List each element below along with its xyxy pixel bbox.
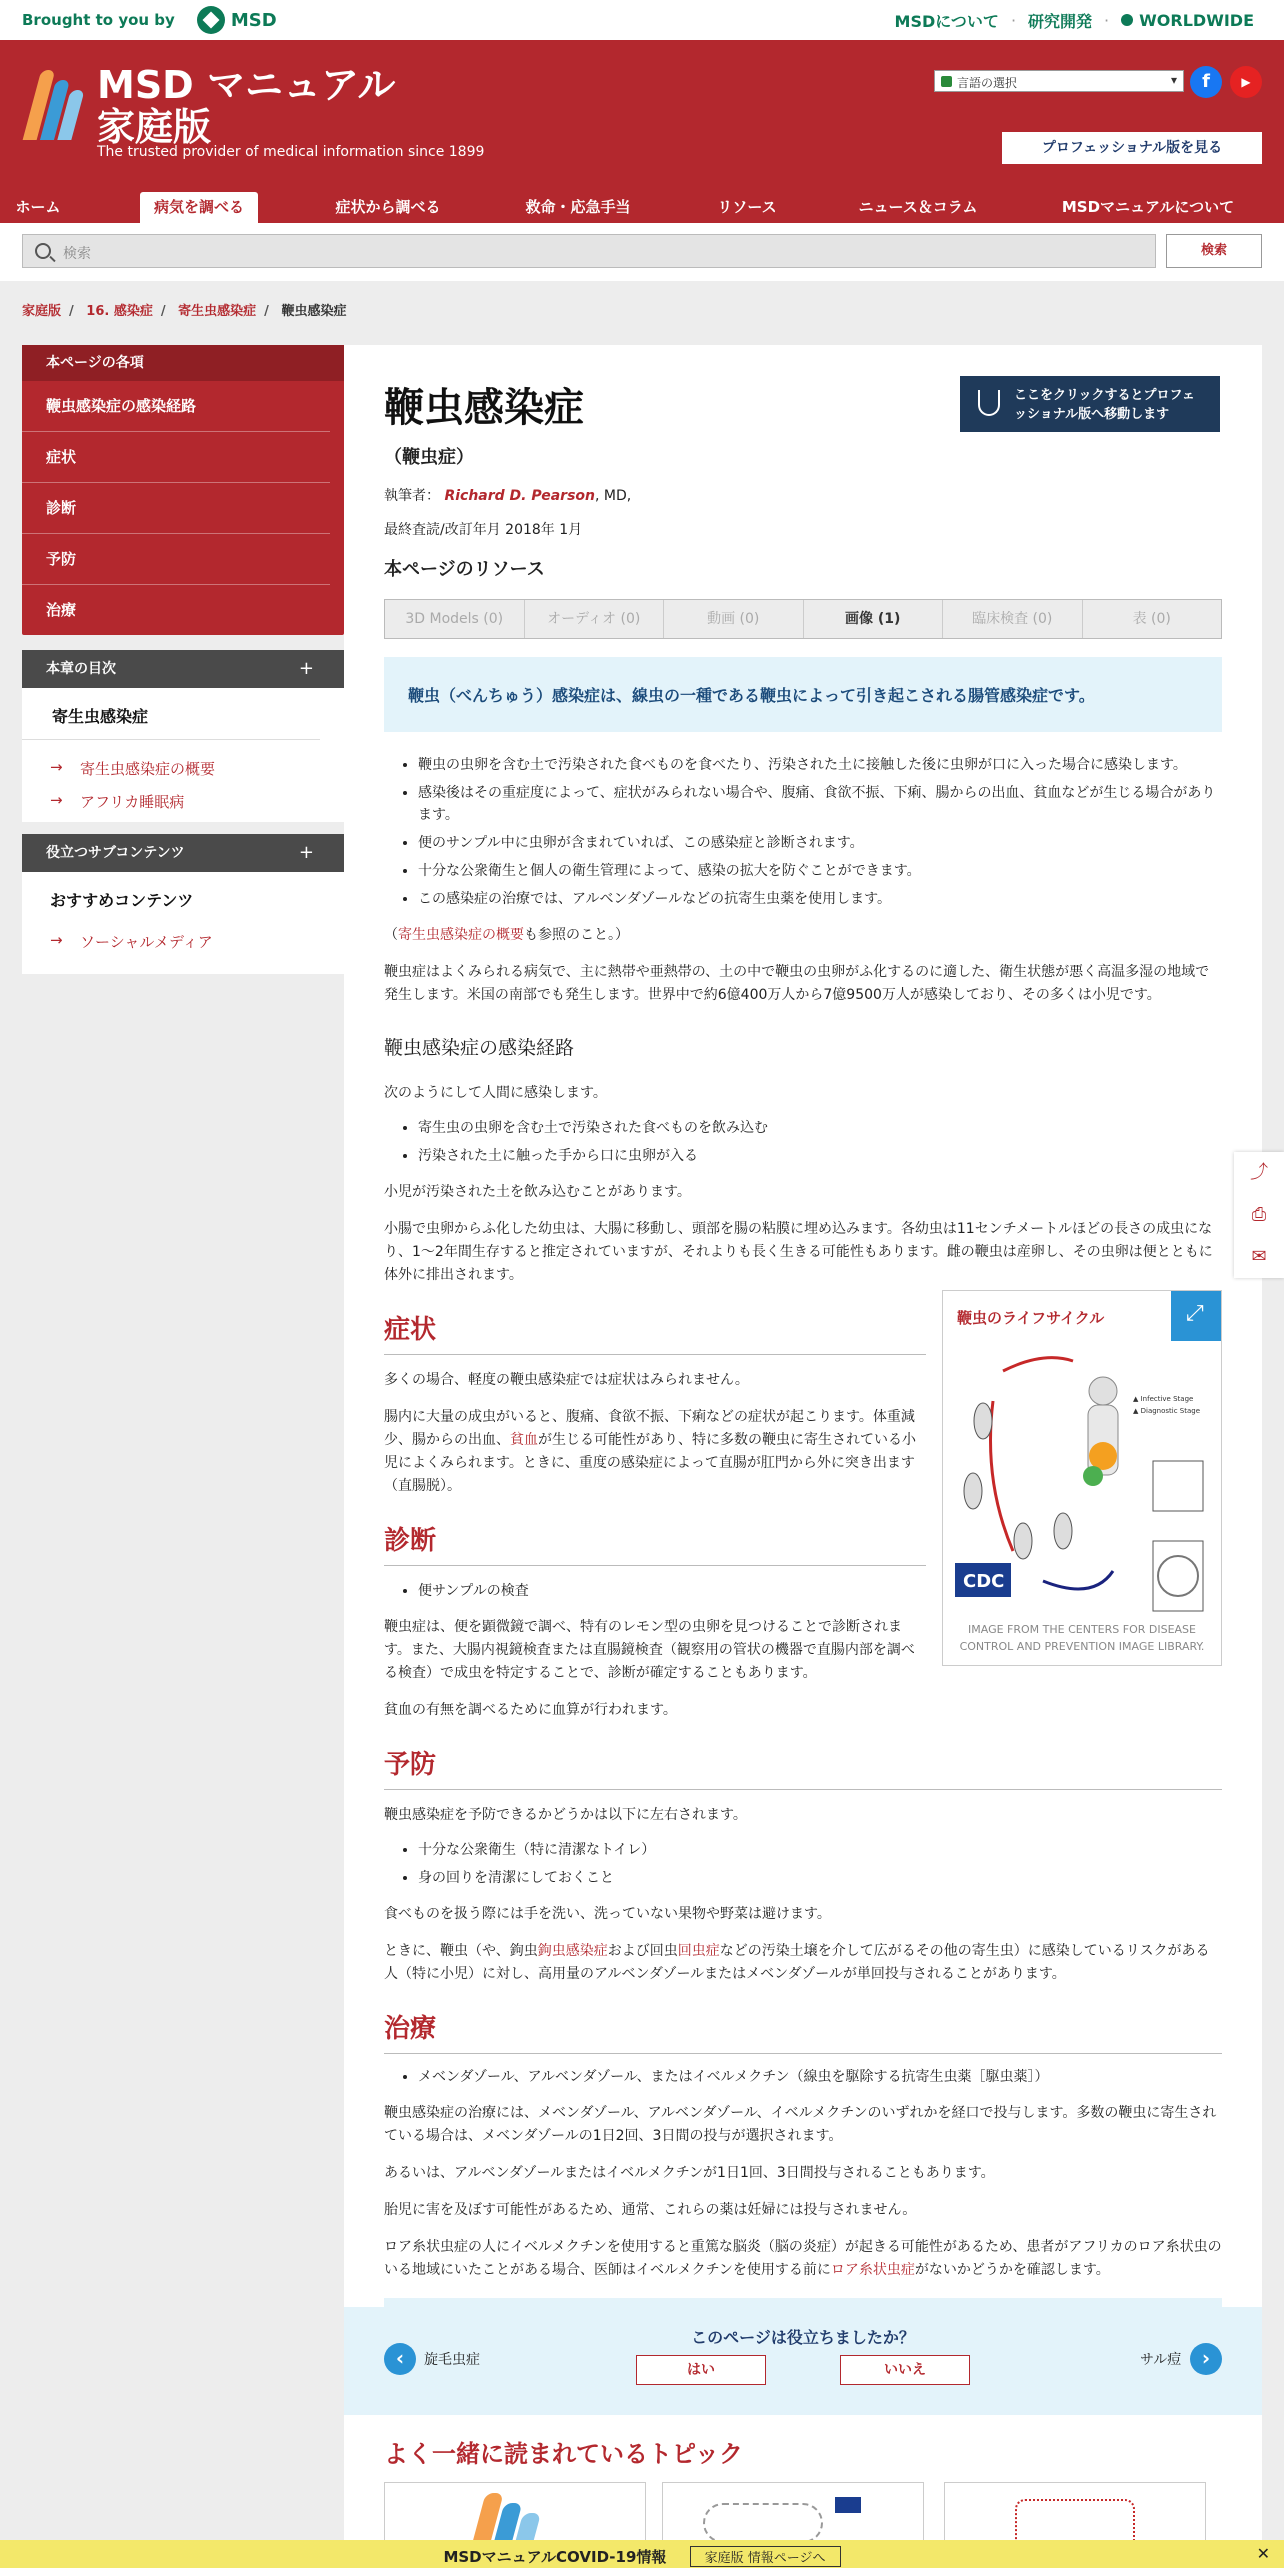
- symptoms-paragraph-1: 多くの場合、軽度の鞭虫感染症では症状はみられません。: [384, 1372, 749, 1388]
- nav-resources[interactable]: リソース: [717, 198, 777, 216]
- ascariasis-link[interactable]: 回虫症: [677, 1943, 720, 1959]
- subcontent-title: おすすめコンテンツ: [50, 891, 194, 910]
- nav-news[interactable]: ニュース＆コラム: [858, 198, 978, 216]
- worldwide-link[interactable]: WORLDWIDE: [1121, 11, 1254, 30]
- covid-info-button[interactable]: 家庭版 情報ページへ: [690, 2546, 841, 2567]
- list-item: • 寄生虫の虫卵を含む土で汚染された食べものを飲み込む: [418, 1117, 1222, 1139]
- top-links: MSDについて · 研究開発 · WORLDWIDE: [894, 10, 1254, 31]
- nav-first-aid[interactable]: 救命・応急手当: [525, 198, 631, 216]
- list-item: • 汚染された土に触った手から口に虫卵が入る: [418, 1145, 1222, 1167]
- chapter-toc-panel: [22, 650, 344, 822]
- sidebar-item-route[interactable]: 鞭虫感染症の感染経路: [22, 381, 330, 432]
- share-icon[interactable]: ⤴: [1250, 1162, 1268, 1183]
- nav-about-manual[interactable]: MSDマニュアルについて: [1061, 198, 1235, 216]
- related-topics-heading: よく一緒に読まれているトピック: [384, 2440, 744, 2468]
- tab-images[interactable]: 画像 (1): [804, 600, 944, 638]
- language-select[interactable]: 言語の選択 ▾: [934, 70, 1184, 92]
- sidebar-item-symptoms[interactable]: 症状: [22, 432, 330, 483]
- search-icon: [35, 243, 51, 259]
- treatment-paragraph-1: 鞭虫感染症の治療には、メベンダゾール、アルベンダゾール、イベルメクチンのいずれかを経口で投与します。多数の鞭虫に寄生されている場合は、メベンダゾールの1日2回、3日間の投与が選択されます。: [384, 2105, 1217, 2144]
- prevention-intro: 鞭虫感染症を予防できるかどうかは以下に左右されます。: [384, 1807, 747, 1823]
- feedback-no-button[interactable]: いいえ: [840, 2355, 970, 2385]
- site-tagline: The trusted provider of medical information since 1899: [97, 144, 485, 160]
- summary-box: 鞭虫（べんちゅう）感染症は、線虫の一種である鞭虫によって引き起こされる腸管感染症です。: [384, 657, 1222, 732]
- sidebar-item-diagnosis[interactable]: 診断: [22, 483, 330, 534]
- sidebar-item-treatment[interactable]: 治療: [46, 601, 77, 619]
- search-input[interactable]: 検索: [22, 234, 1156, 268]
- professional-version-button[interactable]: プロフェッショナル版を見る: [1002, 132, 1262, 164]
- breadcrumb-current: 鞭虫感染症: [281, 304, 347, 319]
- svg-text:▲ Infective Stage: ▲ Infective Stage: [1133, 1395, 1194, 1403]
- about-msd-link[interactable]: MSDについて: [894, 11, 999, 31]
- manual-logo-icon[interactable]: [24, 68, 90, 140]
- search-button[interactable]: 検索: [1166, 234, 1262, 268]
- tab-video[interactable]: 動画 (0): [664, 600, 804, 638]
- next-topic-link[interactable]: サル痘: [1140, 2352, 1182, 2368]
- feedback-question: このページは役立ちましたか？: [691, 2328, 915, 2347]
- page-sections-panel: [22, 345, 344, 635]
- author-line: 執筆者： Richard D. Pearson, MD,: [384, 488, 632, 504]
- breadcrumb-home[interactable]: 家庭版: [22, 304, 62, 319]
- breadcrumb: 家庭版 / 16. 感染症 / 寄生虫感染症 / 鞭虫感染症: [22, 304, 347, 319]
- site-name[interactable]: MSD マニュアル 家庭版: [97, 63, 396, 149]
- nav-symptoms[interactable]: 症状から調べる: [335, 198, 441, 216]
- covid-banner-text: MSDマニュアルCOVID-19情報: [443, 2548, 667, 2566]
- page-title: 鞭虫感染症: [384, 385, 584, 431]
- list-item: • メベンダゾール、アルベンダゾール、またはイベルメクチン（線虫を駆除する抗寄生虫薬［駆虫薬］）: [418, 2066, 1222, 2088]
- youtube-icon[interactable]: ▶: [1230, 66, 1262, 98]
- see-also: （寄生虫感染症の概要も参照のこと。）: [384, 927, 629, 943]
- route-intro: 次のようにして人間に感染します。: [384, 1085, 607, 1101]
- treatment-paragraph-2: あるいは、アルベンダゾールまたはイベルメクチンが1日1回、3日間投与されることもあります。: [384, 2165, 995, 2181]
- expand-icon[interactable]: [1171, 1291, 1221, 1341]
- treatment-heading: 治療: [384, 2008, 1222, 2054]
- breadcrumb-chapter[interactable]: 16. 感染症: [86, 304, 153, 319]
- figure-title: 鞭虫のライフサイクル: [957, 1309, 1105, 1327]
- subcontent-panel: [22, 834, 344, 974]
- brought-by-text: Brought to you by: [22, 11, 175, 29]
- author-link[interactable]: Richard D. Pearson: [444, 488, 596, 504]
- key-points-list: [418, 754, 1222, 910]
- close-icon[interactable]: ✕: [1256, 2544, 1270, 2563]
- chapter-toc-header[interactable]: 本章の目次 +: [22, 650, 344, 688]
- hookworm-link[interactable]: 鉤虫感染症: [537, 1943, 608, 1959]
- route-list: [418, 1117, 1222, 1167]
- anemia-link[interactable]: 貧血: [510, 1432, 538, 1448]
- list-item: • 十分な公衆衛生と個人の衛生管理によって、感染の拡大を防ぐことができます。: [418, 860, 1222, 882]
- diagnosis-heading: 診断: [384, 1520, 926, 1566]
- lifecycle-diagram: [943, 1341, 1221, 1621]
- list-item: • 鞭虫の虫卵を含む土で汚染された食べものを食べたり、汚染された土に接触した後に虫卵が口に入った場合に感染します。: [418, 754, 1222, 776]
- tab-lab-tests[interactable]: 臨床検査 (0): [943, 600, 1083, 638]
- toc-link-sleeping-sickness[interactable]: → アフリカ睡眠病: [22, 783, 344, 816]
- msd-logo[interactable]: MSD: [197, 6, 277, 34]
- page-sections-header: 本ページの各項: [22, 345, 344, 381]
- treatment-list: [418, 2066, 1222, 2088]
- breadcrumb-section[interactable]: 寄生虫感染症: [178, 304, 257, 319]
- treatment-paragraph-3: 胎児に害を及ぼす可能性があるため、通常、これらの薬は妊婦には投与されません。: [384, 2202, 917, 2218]
- research-link[interactable]: 研究開発: [1028, 11, 1093, 31]
- prevention-paragraph-2: ときに、鞭虫（や、鉤虫鉤虫感染症および回虫回虫症などの汚染土壌を介して広がるその他の寄生虫）に感染しているリスクがある人（特に小児）に対し、高用量のアルベンダゾールまたはメベンダゾールが単回投与されることがあります。: [384, 1943, 1210, 1982]
- globe-icon: [1121, 14, 1133, 26]
- route-heading: 鞭虫感染症の感染経路: [384, 1037, 575, 1059]
- see-also-link[interactable]: 寄生虫感染症の概要: [398, 927, 524, 943]
- diagnosis-list: [418, 1580, 926, 1602]
- route-paragraph-1: 小児が汚染された土を飲み込むことがあります。: [384, 1184, 691, 1200]
- symptoms-heading: 症状: [384, 1309, 926, 1355]
- review-date: 最終査読/改訂年月 2018年 1月: [384, 522, 583, 538]
- symptoms-paragraph-2: 腸内に大量の成虫がいると、腹痛、食欲不振、下痢などの症状が起こります。体重減少、腸からの出血、貧血が生じる可能性があり、特に多数の鞭虫に寄生されている小児によくみられます。ときに、重度の感染症によって直腸が肛門から外に突き出ます（直腸脱）。: [384, 1409, 916, 1494]
- top-bar: [0, 0, 1284, 40]
- msd-logo-icon: [197, 6, 225, 34]
- resource-tabs: [384, 599, 1222, 639]
- print-icon[interactable]: ⎙: [1251, 1204, 1267, 1225]
- email-icon[interactable]: ✉: [1251, 1246, 1267, 1267]
- feedback-yes-button[interactable]: はい: [636, 2355, 766, 2385]
- feedback-section: [344, 2307, 1262, 2415]
- prevention-list: [418, 1839, 1222, 1889]
- tab-3d-models[interactable]: 3D Models (0): [385, 600, 525, 638]
- cdc-logo: CDC: [963, 1571, 1005, 1592]
- page-subtitle: （鞭虫症）: [384, 447, 474, 468]
- list-item: • 便サンプルの検査: [418, 1580, 926, 1602]
- list-item: • 便のサンプル中に虫卵が含まれていれば、この感染症と診断されます。: [418, 832, 1222, 854]
- chapter-toc-title[interactable]: 寄生虫感染症: [22, 688, 320, 740]
- share-bar: [1234, 1152, 1284, 1278]
- tab-audio[interactable]: オーディオ (0): [525, 600, 665, 638]
- next-topic-arrow-icon[interactable]: ›: [1190, 2343, 1222, 2375]
- social-media-link[interactable]: → ソーシャルメディア: [22, 923, 344, 956]
- list-item: • 十分な公衆衛生（特に清潔なトイレ）: [418, 1839, 1222, 1861]
- prevention-heading: 予防: [384, 1744, 1222, 1790]
- list-item: • 感染後はその重症度によって、症状がみられない場合や、腹痛、食欲不振、下痢、腸からの出血、貧血などが生じる場合があります。: [418, 782, 1222, 826]
- toc-link-overview[interactable]: → 寄生虫感染症の概要: [22, 750, 344, 783]
- search-row: [0, 223, 1284, 281]
- professional-version-link-top[interactable]: ここをクリックするとプロフェッショナル版へ移動します: [960, 376, 1220, 432]
- prevention-paragraph-1: 食べものを扱う際には手を洗い、洗っていない果物や野菜は避けます。: [384, 1906, 831, 1922]
- diagnosis-paragraph-2: 貧血の有無を調べるために血算が行われます。: [384, 1702, 677, 1718]
- treatment-paragraph-4: ロア糸状虫症の人にイベルメクチンを使用すると重篤な脳炎（脳の炎症）が起きる可能性があるため、患者がアフリカのロア糸状虫のいる地域にいたことがある場合、医師はイベルメクチンを使用する前にロア糸状虫症がないかどうかを確認します。: [384, 2239, 1222, 2278]
- sidebar-item-prevention[interactable]: 予防: [22, 534, 330, 585]
- nav-home[interactable]: ホーム: [15, 198, 61, 216]
- facebook-icon[interactable]: f: [1190, 66, 1222, 98]
- intro-paragraph: 鞭虫症はよくみられる病気で、主に熱帯や亜熱帯の、土の中で鞭虫の虫卵がふ化するのに適した、衛生状態が悪く高温多湿の地域で発生します。米国の南部でも発生します。世界中で約6億400万人から7億9500万人が感染しており、その多くは小児です。: [384, 964, 1210, 1003]
- covid-banner: [0, 2540, 1284, 2568]
- svg-text:▲ Diagnostic Stage: ▲ Diagnostic Stage: [1133, 1407, 1201, 1415]
- resources-heading: 本ページのリソース: [384, 559, 545, 580]
- figure-caption: IMAGE FROM THE CENTERS FOR DISEASE CONTROL AND PREVENTION IMAGE LIBRARY.: [959, 1623, 1205, 1653]
- main-nav: [0, 192, 1284, 224]
- lifecycle-figure[interactable]: [942, 1290, 1222, 1666]
- list-item: • 身の回りを清潔にしておくこと: [418, 1867, 1222, 1889]
- prev-topic-link[interactable]: 旋毛虫症: [424, 2352, 480, 2368]
- diagnosis-paragraph-1: 鞭虫症は、便を顕微鏡で調べ、特有のレモン型の虫卵を見つけることで診断されます。また、大腸内視鏡検査または直腸鏡検査（観察用の管状の機器で直腸内部を調べる検査）で成虫を特定することで、診断が確定することもあります。: [384, 1619, 915, 1681]
- list-item: • この感染症の治療では、アルベンダゾールなどの抗寄生虫薬を使用します。: [418, 888, 1222, 910]
- loiasis-link[interactable]: ロア糸状虫症: [830, 2262, 915, 2278]
- prev-topic-arrow-icon[interactable]: ‹: [384, 2343, 416, 2375]
- nav-diseases[interactable]: 病気を調べる: [140, 192, 258, 224]
- subcontent-header[interactable]: 役立つサブコンテンツ +: [22, 834, 344, 872]
- route-paragraph-2: 小腸で虫卵からふ化した幼虫は、大腸に移動し、頭部を腸の粘膜に埋め込みます。各幼虫は11センチメートルほどの長さの成虫になり、1～2年間生存すると推定されていますが、それよりも長く生きる可能性もあります。雌の鞭虫は産卵し、その虫卵は便とともに体外に排出されます。: [384, 1221, 1213, 1283]
- tab-tables[interactable]: 表 (0): [1132, 611, 1171, 627]
